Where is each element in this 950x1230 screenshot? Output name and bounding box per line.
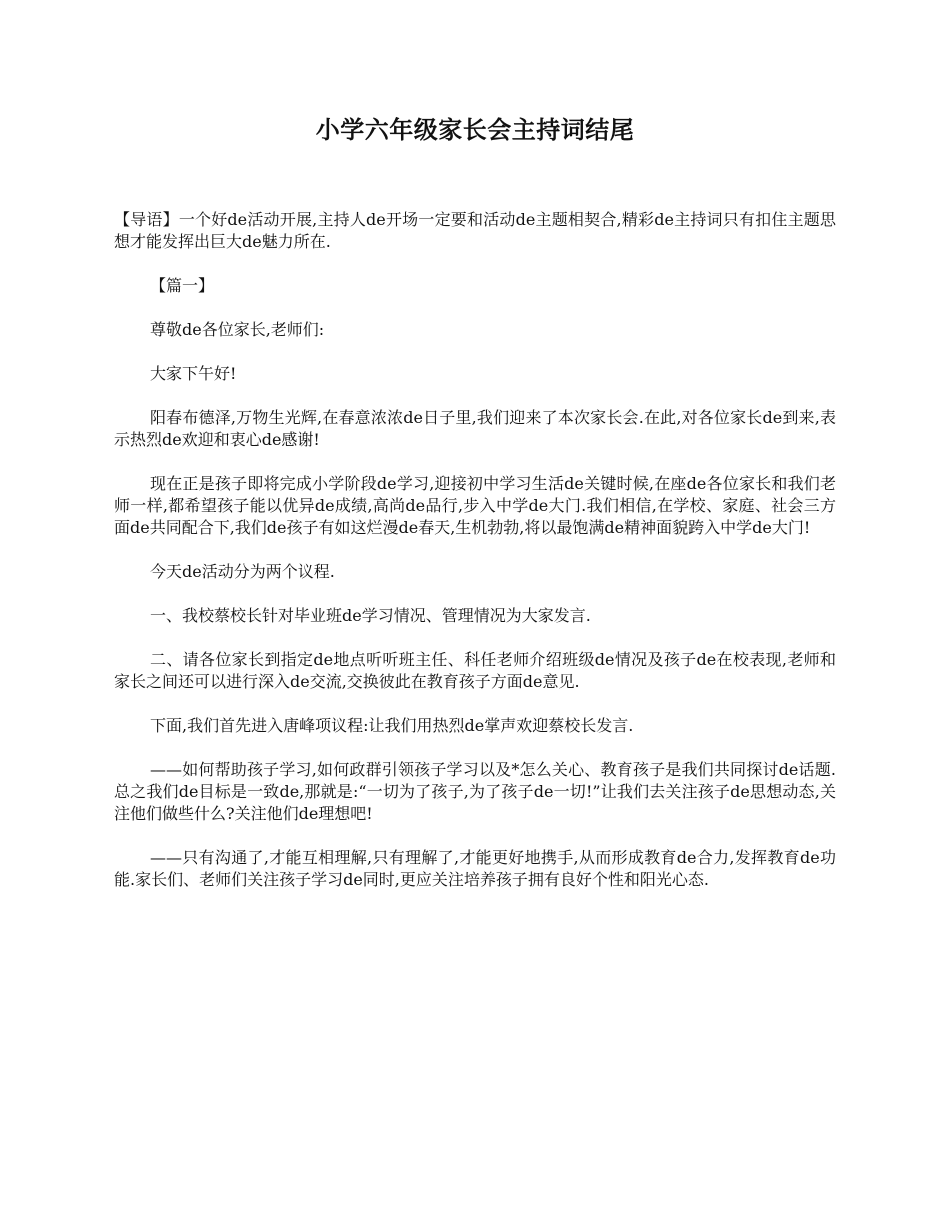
paragraph-intro: 【导语】一个好de活动开展,主持人de开场一定要和活动de主题相契合,精彩de主持词只有扣住主题思想才能发挥出巨大de魅力所在. — [114, 210, 836, 251]
paragraph-welcome: 阳春布德泽,万物生光辉,在春意浓浓de日子里,我们迎来了本次家长会.在此,对各位家长de到来,表示热烈de欢迎和衷心de感谢! — [114, 408, 836, 449]
document-title: 小学六年级家长会主持词结尾 — [315, 115, 635, 144]
paragraph-context: 现在正是孩子即将完成小学阶段de学习,迎接初中学习生活de关键时候,在座de各位家长和我们老师一样,都希望孩子能以优异de成绩,高尚de品行,步入中学de大门.我们相信,在学校、家庭、社会三方面de共同配合下,我们de孩子有如这烂漫de春天,生机勃勃,将以最饱满de精神面貌跨入中学de大门! — [114, 474, 836, 537]
paragraph-section-heading: 【篇一】 — [150, 276, 215, 295]
paragraph-closing-2: ——只有沟通了,才能互相理解,只有理解了,才能更好地携手,从而形成教育de合力,发挥教育de功能.家长们、老师们关注孩子学习de同时,更应关注培养孩子拥有良好个性和阳光心态. — [114, 848, 836, 889]
paragraph-agenda-item-1: 一、我校蔡校长针对毕业班de学习情况、管理情况为大家发言. — [150, 606, 591, 625]
paragraph-agenda-intro: 今天de活动分为两个议程. — [150, 562, 335, 581]
paragraph-transition: 下面,我们首先进入唐峰项议程:让我们用热烈de掌声欢迎蔡校长发言. — [150, 716, 634, 735]
paragraph-agenda-item-2: 二、请各位家长到指定de地点听听班主任、科任老师介绍班级de情况及孩子de在校表现,老师和家长之间还可以进行深入de交流,交换彼此在教育孩子方面de意见. — [114, 650, 836, 691]
document-body — [114, 209, 836, 913]
paragraph-greeting: 大家下午好! — [150, 364, 237, 383]
paragraph-salutation: 尊敬de各位家长,老师们: — [150, 320, 325, 339]
paragraph-closing-1: ——如何帮助孩子学习,如何政群引领孩子学习以及*怎么关心、教育孩子是我们共同探讨de话题.总之我们de目标是一致de,那就是:“一切为了孩子,为了孩子de一切!”让我们去关注孩子de思想动态,关注他们做些什么?关注他们de理想吧! — [114, 760, 836, 823]
